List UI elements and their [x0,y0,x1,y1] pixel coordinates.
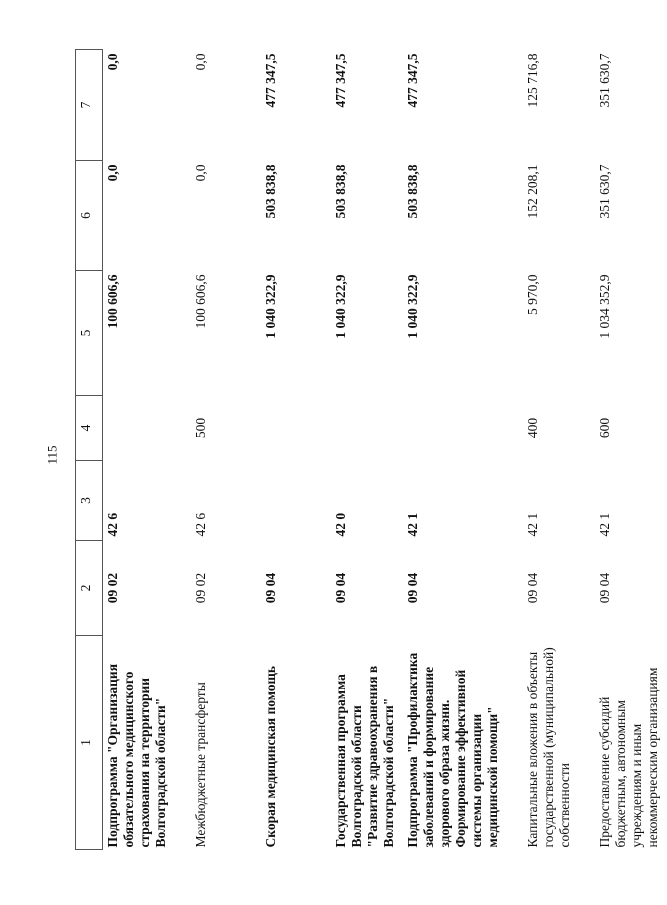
col-header-5: 5 [76,271,103,396]
row-value-7: 477 347,5 [332,53,348,108]
table-row [261,50,331,850]
row-value-7: 351 630,7 [596,53,612,108]
row-type [331,396,403,461]
row-name: Подпрограмма "Организация обязательного медицинского страхования на территории Волгоградской области" [105,663,168,848]
row-type: 500 [192,417,208,439]
col-header-3: 3 [76,461,103,541]
row-section: 09 04 [524,572,540,604]
table-row [595,50,667,850]
row-name: Государственная программа Волгоградской области "Развитие здравоохранения в Волгоградской области" [332,665,396,848]
table-row [523,50,595,850]
row-value-5: 100 606,6 [105,274,120,329]
col-header-1: 1 [76,636,103,850]
row-section: 09 02 [192,572,208,604]
row-type [261,396,331,461]
row-name: Скорая медицинская помощь [262,665,278,848]
row-section: 09 04 [404,572,420,604]
row-name: Капитальные вложения в объекты государственной (муниципальной) собственности [524,647,572,848]
row-value-6: 503 838,8 [262,164,278,219]
row-section: 09 02 [105,572,120,604]
row-type [103,396,191,461]
row-section: 09 04 [596,572,612,604]
table-row [103,50,191,850]
row-target: 42 6 [192,512,208,537]
col-header-2: 2 [76,541,103,636]
row-target: 42 6 [105,512,120,537]
row-type: 400 [524,417,540,439]
table-row [403,50,523,850]
row-value-6: 0,0 [192,164,208,182]
row-type: 600 [596,417,612,439]
budget-table [75,49,667,850]
row-value-6: 503 838,8 [332,164,348,219]
col-header-6: 6 [76,161,103,271]
row-value-6: 152 208,1 [524,164,540,219]
row-value-5: 1 034 352,9 [596,274,612,339]
row-target: 42 1 [596,512,612,537]
row-value-5: 100 606,6 [192,274,208,329]
row-value-6: 503 838,8 [404,164,420,219]
table-row [191,50,261,850]
row-section: 09 04 [262,572,278,604]
row-value-7: 125 716,8 [524,53,540,108]
row-value-7: 0,0 [192,53,208,71]
col-header-7: 7 [76,50,103,161]
row-name: Межбюджетные трансферты [192,682,208,848]
row-value-5: 1 040 322,9 [332,274,348,339]
row-value-7: 477 347,5 [262,53,278,108]
row-target: 42 1 [404,512,420,537]
row-name: Предоставление субсидий бюджетным, автономным учреждениям и иным некоммерческим организациям [596,667,660,848]
row-target: 42 1 [524,512,540,537]
page-number: 115 [44,445,60,465]
table-row [331,50,403,850]
row-value-5: 1 040 322,9 [262,274,278,339]
col-header-4: 4 [76,396,103,461]
row-value-7: 0,0 [105,53,120,71]
row-value-7: 477 347,5 [404,53,420,108]
row-value-5: 1 040 322,9 [404,274,420,339]
row-section: 09 04 [332,572,348,604]
row-value-6: 0,0 [105,164,120,182]
row-target [261,461,331,541]
row-value-5: 5 970,0 [524,274,540,315]
rotated-table-container [75,50,660,850]
header-row [76,50,103,850]
row-value-6: 351 630,7 [596,164,612,219]
row-name: Подпрограмма "Профилактика заболеваний и формирование здорового образа жизни. Формирование эффективной системы организации медицинской помощи" [404,652,500,848]
row-target: 42 0 [332,512,348,537]
row-type [403,396,523,461]
